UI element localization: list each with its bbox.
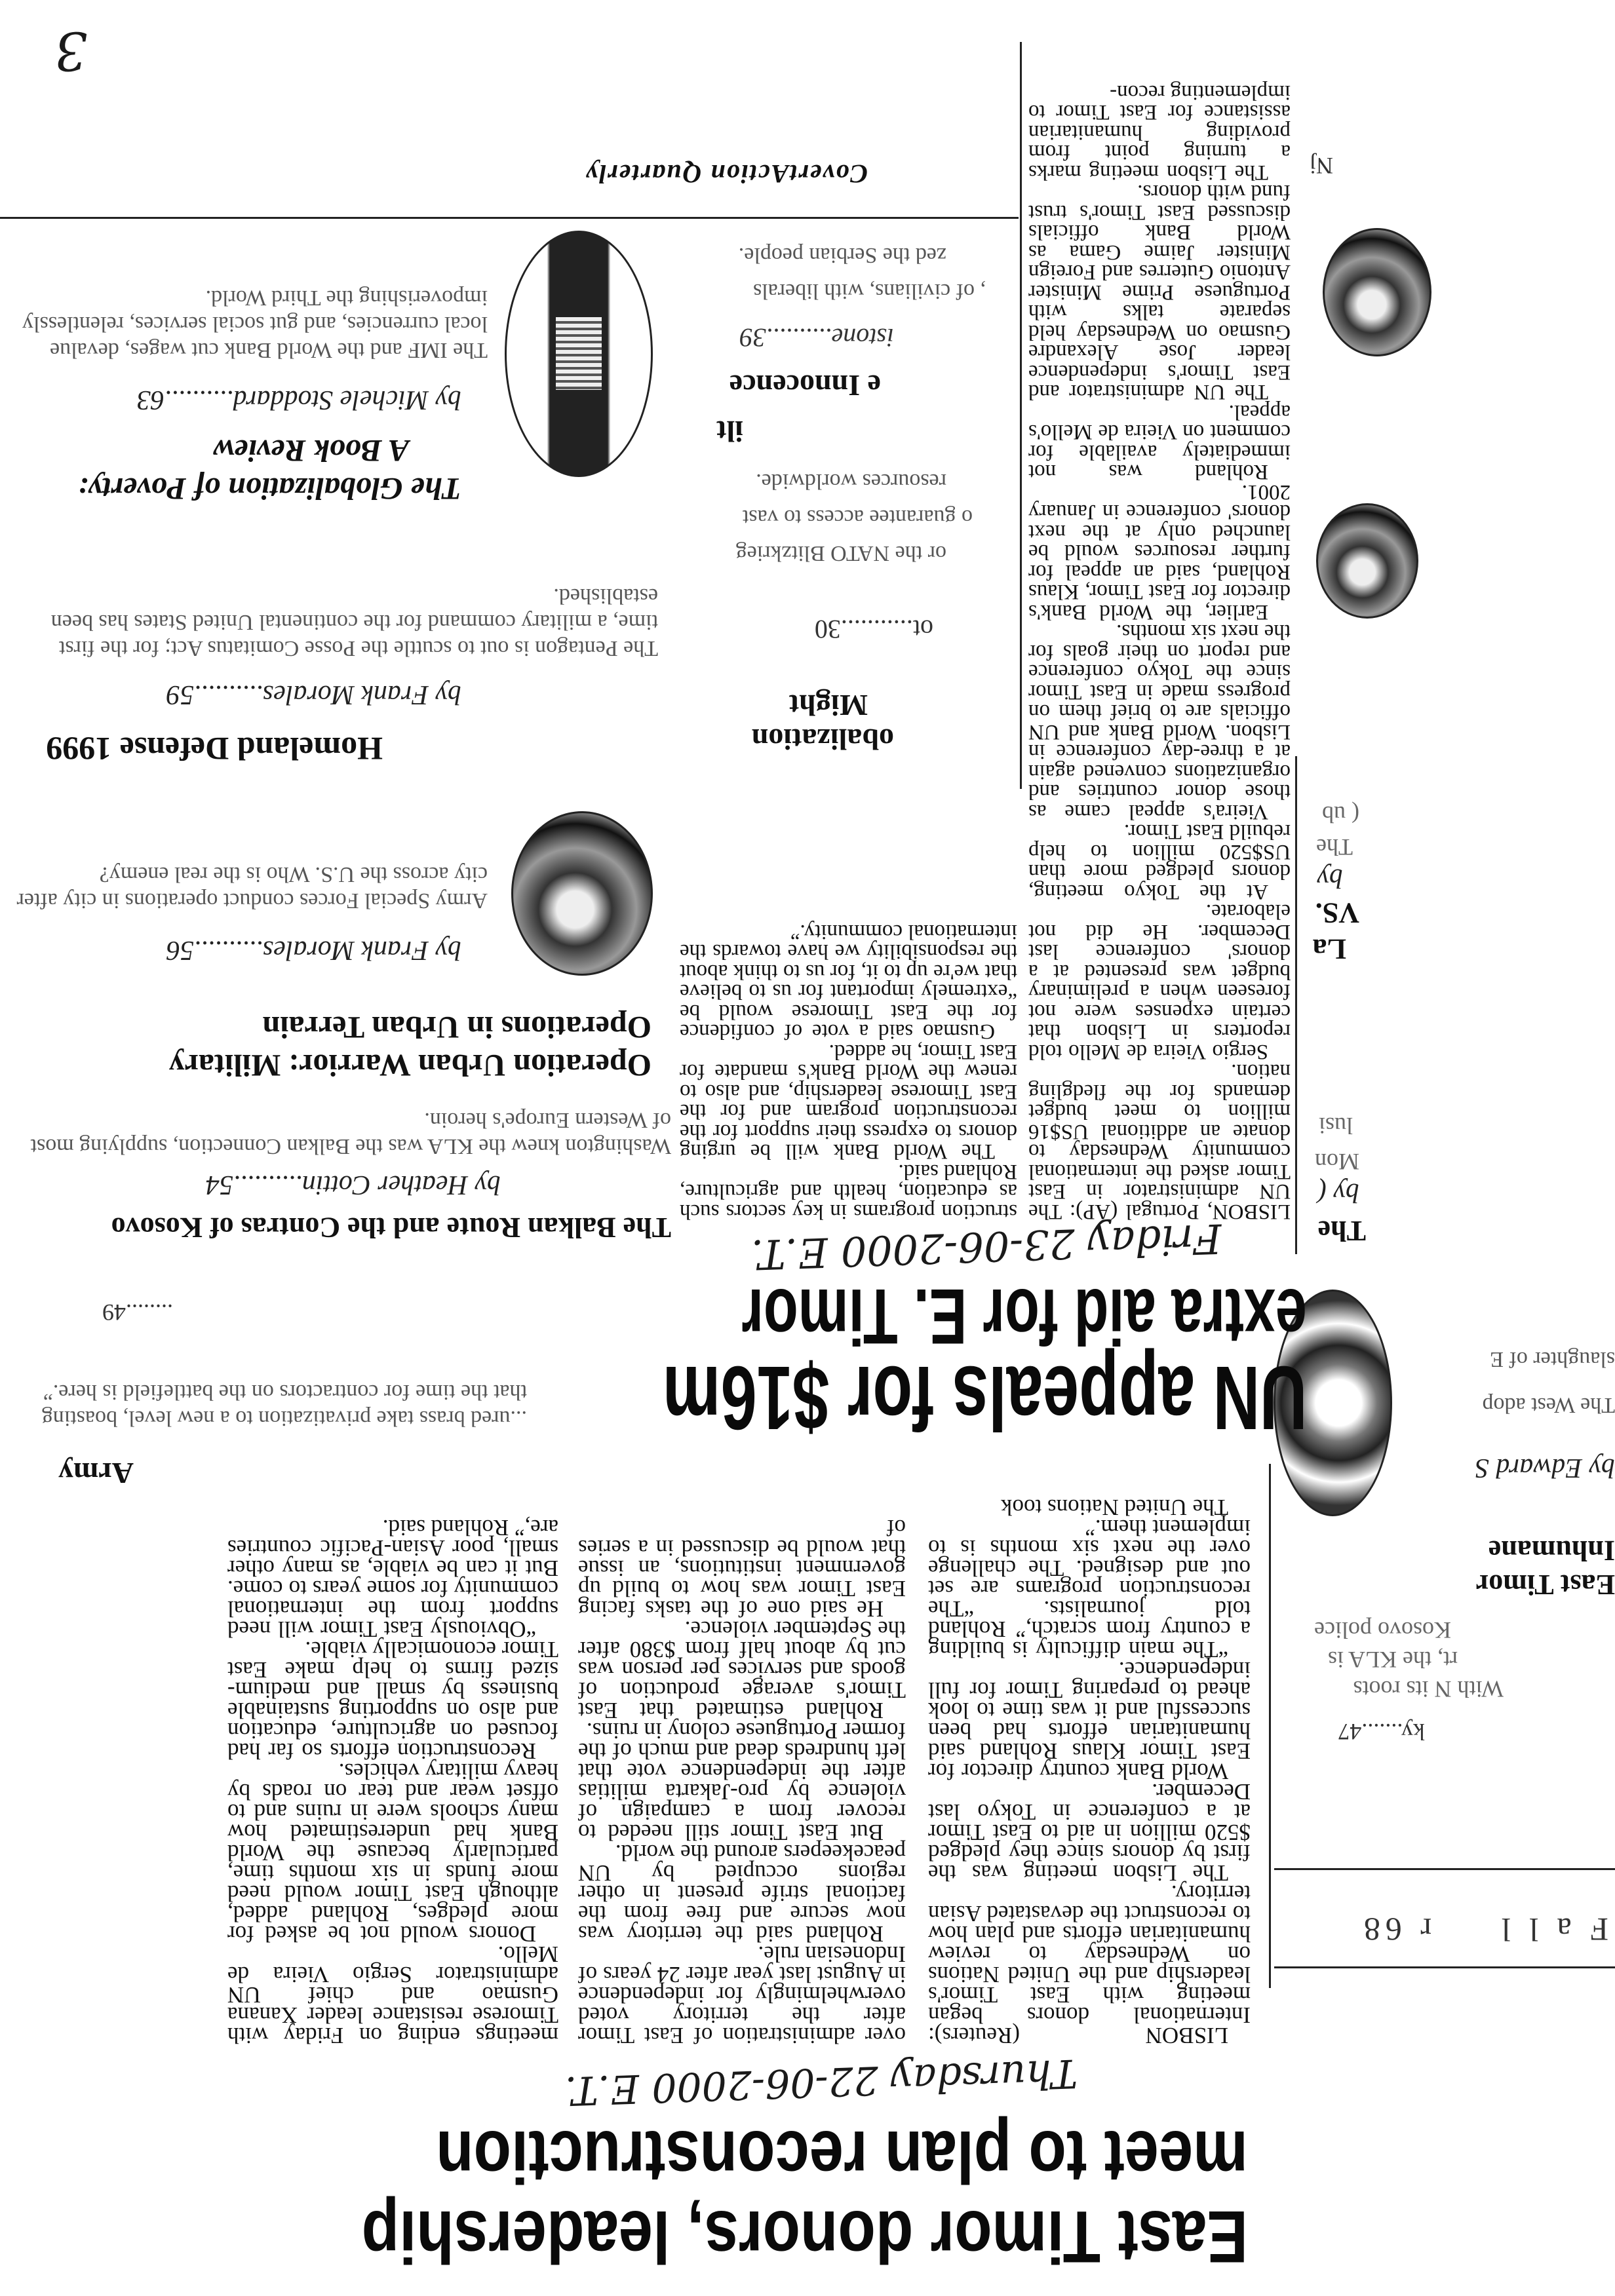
paragraph: The World Bank will be urging donors to express their support for the reconstruction program and for the East Timorese leadership, and also to renew the World Bank's mandate for East Timor, he added.	[680, 1040, 1017, 1164]
paragraph: He said one of the tasks facing East Timor was how to build up government institutions, an issue that would be discussed in a series of	[578, 1515, 906, 1622]
photo-thumbnail	[1323, 228, 1431, 356]
toc-item-urban-warrior-byline: by Frank Morales..........56	[166, 935, 461, 965]
toc-item-army-title: Army	[58, 1457, 134, 1490]
photo-thumbnail	[1316, 503, 1418, 619]
article2-headline	[663, 1272, 1307, 1448]
toc-fragment-title	[752, 688, 894, 756]
paragraph: Reconstruction efforts so far had focused on agriculture, education and also on supporting sustainable business by small and medium-sized firms to help make East Timor economically viable.	[227, 1637, 558, 1764]
toc-fragment: , of civilians, with liberals	[752, 279, 986, 303]
toc-title-line: Operations in Urban Terrain	[262, 1010, 652, 1044]
toc-fragment: La	[1312, 933, 1346, 965]
toc-fragment: Inhumane	[1488, 1535, 1615, 1567]
article1-column-3	[227, 1515, 558, 2048]
toc-item-urban-warrior-title	[169, 1008, 652, 1084]
toc-fragment: by (	[1317, 1177, 1359, 1208]
article1-headline-line2: meet to plan reconstruction	[436, 2116, 1248, 2198]
toc-fragment: ky.......47	[1338, 1719, 1425, 1745]
paragraph: The Lisbon meeting marks a turning point from providing humanitarian assistance for East Timor to implementing recon-	[1028, 81, 1291, 184]
toc-item-globalization-desc: The IMF and the World Bank cut wages, devalue local currencies, and gut social services, relentlessly impoverishing the Third World.	[22, 286, 488, 362]
issue-number: r 68	[1358, 1911, 1431, 1948]
toc-fragment: ( ub	[1322, 801, 1359, 828]
paragraph: Gusmao said a vote of confidence for the East Timorese would be “extremely important for us to believe that we're up to it, for us to think about the responsibility we have towards the international community.”	[680, 920, 1017, 1044]
paragraph: LISBON (Reuters): International donors began meeting with East Timor's leadership and the United Nations on Wednesday to review humanitarian efforts and plan how to reconstruct the devastated Asian territory.	[928, 1881, 1251, 2048]
column-rule	[1269, 1464, 1271, 1988]
toc-fragment: The West adop	[1482, 1393, 1615, 1417]
issue-header-rule-bottom	[1274, 1868, 1615, 1870]
toc-fragment: VS.	[1315, 897, 1359, 929]
article2-headline-line1: UN appeals for $16m	[663, 1347, 1307, 1448]
toc-fragment: Mon	[1314, 1149, 1359, 1175]
paragraph: Rohland estimated that East Timor's average production of goods and services per person was cut by about half from $380 after the September violence.	[578, 1617, 906, 1723]
article2-handwritten-date: Friday 23-06-2000 E.T.	[750, 1214, 1223, 1279]
paragraph: Vieira's appeal came as those donor countries and organizations convened again at a three-day conference in Lisbon. World Bank and UN officials are to brief them on progress made in East Timor since the Tokyo conference and report on their goals for the next six months.	[1028, 620, 1291, 824]
toc-fragment: zed the Serbian people.	[738, 243, 946, 267]
toc-fragment: rt, the KLA is	[1328, 1647, 1458, 1673]
toc-fragment: by	[1317, 863, 1343, 893]
toc-fragment: or the NATO Blitzkrieg	[735, 541, 946, 565]
paragraph: Earlier, the World Bank's director for East Timor, Klaus Rohland, said an appeal for further resources would be launched only at the next donors' conference in January 2001.	[1028, 480, 1291, 624]
paragraph: “The main difficulty is building a country from scratch,” Rohland told journalists. “The reconstruction programs are set out and designed. The challenge over the next six months is to implement them.”	[928, 1515, 1251, 1662]
paragraph: But East Timor still needed to recover from a campaign of violence by pro-Jakarta militias after the independence vote that left hundreds dead and much of the former Portuguese colony in ruins.	[578, 1718, 906, 1845]
paragraph: The United Nations took	[1000, 1495, 1228, 1520]
article1-handwritten-date: Thursday 22-06-2000 E.T.	[564, 2050, 1078, 2114]
paragraph: Sergio Vieira de Mello told reporters in Lisbon that certain expenses were not foreseen when a preliminary budget was presented at a donors' conference last December. He did not elaborate.	[1028, 900, 1291, 1063]
toc-fragment: slaughter of E	[1490, 1347, 1615, 1371]
photo-soldier	[511, 811, 653, 976]
toc-item-globalization-byline: by Michele Stoddard..........63	[136, 385, 461, 415]
toc-item-urban-warrior-desc: Army Special Forces conduct operations in city after city across the U.S. Who is the real enemy?	[16, 862, 488, 913]
toc-fragment: The	[1317, 1215, 1366, 1247]
toc-item-homeland-defense-title: Homeland Defense 1999	[46, 731, 383, 767]
paragraph: At the Tokyo meeting, donors pledged more than US$520 million to help rebuild East Timor.	[1028, 820, 1291, 904]
toc-item-balkan-desc: Washington knew the KLA was the Balkan Connection, supplying most of Western Europe's heroin.	[30, 1108, 671, 1158]
toc-item-homeland-defense-byline: by Frank Morales..........59	[166, 679, 461, 710]
toc-item-balkan-title: The Balkan Route and the Contras of Kosovo	[111, 1212, 671, 1244]
toc-item-globalization-title	[78, 431, 461, 507]
toc-fragment: The	[1316, 834, 1353, 860]
paragraph: struction programs in key sectors such as education, health and agriculture, Rohland said.	[680, 1160, 1017, 1223]
toc-fragment: ilt	[716, 415, 743, 448]
article1-column-1	[928, 1497, 1251, 2046]
toc-fragment: obalization	[751, 723, 894, 756]
toc-fragment: East Timor	[1475, 1569, 1615, 1601]
toc-item-army-pages: ........49	[102, 1299, 173, 1326]
toc-title-line: The Globalization of Poverty:	[77, 471, 461, 506]
toc-fragment: Nj	[1310, 153, 1333, 179]
issue-season: F a l l	[1496, 1911, 1608, 1948]
paragraph: The Lisbon meeting was the first by donors since they pledged $520 million in aid to East Timor at a conference in Tokyo last December.	[928, 1779, 1251, 1886]
toc-fragment-byline: by Edward S	[1475, 1453, 1615, 1483]
toc-fragment: lusi	[1318, 1113, 1353, 1139]
article1-headline	[362, 2116, 1248, 2276]
paragraph: LISBON, Portugal (AP): The UN administrator in East Timor asked the international community Wednesday to donate an additional US$16 million to meet budget demands for the fledgling nation.	[1028, 1060, 1291, 1223]
column-rule	[1295, 756, 1297, 1254]
toc-fragment: resources worldwide.	[756, 469, 946, 493]
paragraph: Donors would not be asked for more pledges, Rohland added, although East Timor would need more funds in six months time, particularly because the World Bank had underestimated how many schools were in ruins and to offset wear and tear on roads by heavy military vehicles.	[227, 1759, 558, 1947]
toc-item-homeland-defense-desc: The Pentagon is out to scuttle the Posse Comitatus Act; for the first time, a military command for the continental United States has been established.	[50, 584, 658, 660]
toc-fragment-title	[1476, 1533, 1615, 1601]
paragraph: “Obviously East Timor will need support from the international community for some years to come. But it can be viable, as many other small, poor Asian-Pacific countries are,” Rohland said.	[227, 1515, 558, 1642]
toc-item-army-desc: ...ured brass take privatization to a new level, boasting that the time for contractors on the battlefield is here.”	[41, 1380, 527, 1430]
article2-headline-line2: extra aid for E. Timor	[741, 1272, 1307, 1360]
article2-column-2	[680, 922, 1017, 1222]
paragraph: meetings ending on Friday with Timorese resistance leader Xanana Gusmao and chief UN administrator Sergio Vieira de Mello.	[227, 1942, 558, 2048]
footer-rule	[0, 217, 1019, 219]
toc-item-balkan-byline: by Heather Cottin..........54	[205, 1170, 501, 1200]
article2-column-1	[1028, 83, 1291, 1222]
toc-fragment: istone..........39	[739, 323, 894, 353]
paragraph: World Bank country director for East Timor Klaus Rohland said humanitarian efforts had been successful and it was time to look ahead to preparing Timor for full independence.	[928, 1657, 1251, 1784]
article1-column-2	[578, 1515, 906, 2048]
column-rule	[1020, 42, 1022, 789]
issue-header-rule-top	[1274, 1966, 1615, 1968]
paragraph: Rohland was not immediately available for comment on Vieira de Mello's appeal.	[1028, 400, 1291, 484]
toc-fragment: ot...........30	[814, 615, 933, 644]
article1-headline-line1: East Timor donors, leadership	[361, 2196, 1248, 2278]
toc-title-line: A Book Review	[213, 433, 409, 468]
paragraph: Rohland said the territory was now secure and free from the factional strife present in other regions occupied by UN peacekeepers around the world.	[578, 1840, 906, 1947]
toc-fragment: e Innocence	[729, 369, 881, 402]
footer-masthead: CovertAction Quarterly	[585, 159, 868, 189]
toc-fragment: Kosovo police	[1314, 1617, 1451, 1643]
handwritten-page-number: 3	[53, 20, 89, 82]
toc-fragment: o guarantee access to vast	[742, 505, 973, 529]
toc-fragment: With N its roots	[1353, 1676, 1504, 1702]
toc-title-line: Operation Urban Warrior: Military	[168, 1048, 652, 1082]
toc-fragment: Might	[788, 689, 868, 722]
paragraph: over administration of East Timor after the territory voted overwhelmingly for independence in August last year after 24 years of Indonesian rule.	[578, 1942, 906, 2048]
photo-bottle	[505, 231, 653, 477]
paragraph: The UN administrator and East Timor's independence leader Jose Alexandre Gusmao on Wednesday held separate talks with Portuguese Prime Minister Antonio Guterres and Foreign Minister Jaime Gama as World Bank officials discussed East Timor's trust fund with donors.	[1028, 180, 1291, 404]
